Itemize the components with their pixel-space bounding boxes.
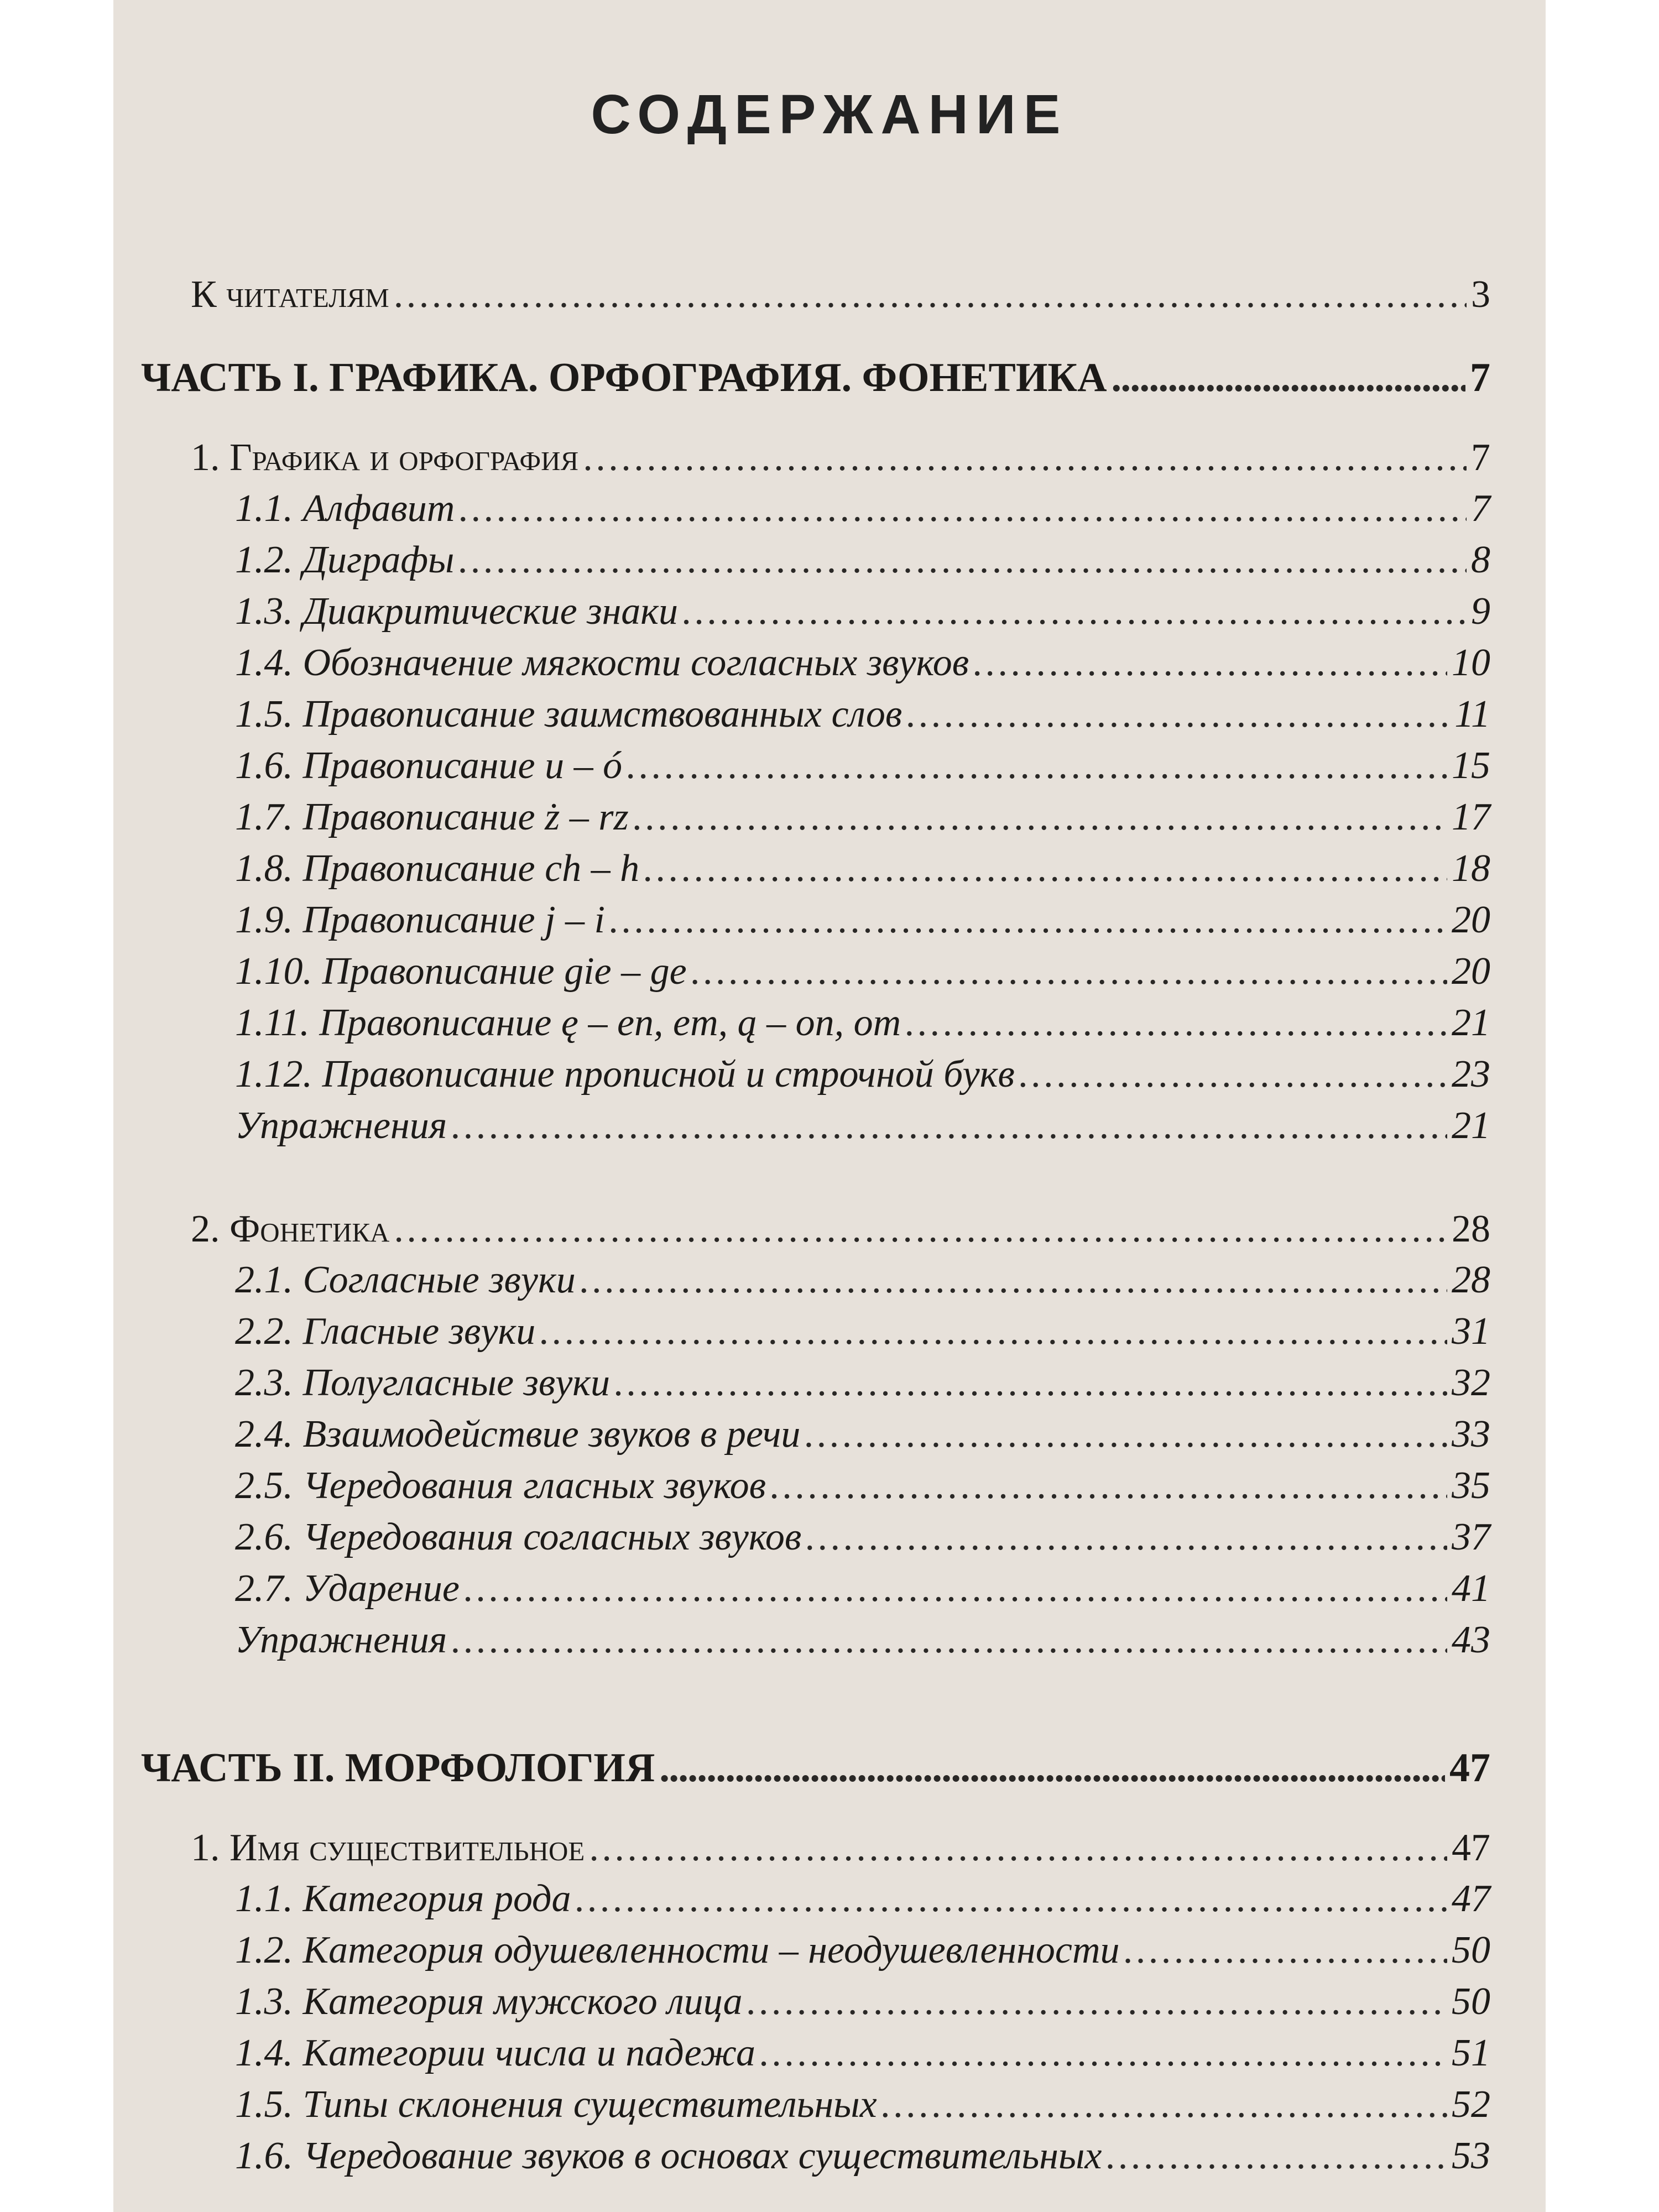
book-page <box>113 0 1546 2212</box>
dot-leader <box>459 484 1467 534</box>
toc-entry-page: 23 <box>1452 1053 1490 1095</box>
toc-entry-page: 31 <box>1452 1310 1490 1353</box>
toc-entry-page: 47 <box>1452 1827 1490 1869</box>
toc-entry-label: 2.1. Согласные звуки <box>235 1259 576 1301</box>
dot-leader <box>973 638 1447 688</box>
toc-subentry <box>235 1977 1490 2027</box>
toc-entry-label: 2.2. Гласные звуки <box>235 1310 536 1353</box>
toc-subentry <box>235 947 1490 997</box>
toc-entry-label: 1.4. Категории числа и падежа <box>235 2032 756 2074</box>
toc-subentry <box>235 1255 1490 1305</box>
toc-entry-page: 20 <box>1452 899 1490 941</box>
toc-entry-page: 50 <box>1452 1980 1490 2023</box>
toc-entry-label: 2.6. Чередования согласных звуков <box>235 1516 802 1558</box>
page-title: СОДЕРЖАНИЕ <box>591 84 1068 145</box>
dot-leader <box>682 587 1467 637</box>
dot-leader <box>575 1874 1447 1924</box>
toc-subentry <box>235 587 1490 637</box>
dot-leader <box>627 741 1447 791</box>
toc-entry-page: 28 <box>1452 1208 1490 1250</box>
dot-leader <box>805 1410 1447 1459</box>
toc-entry-page: 43 <box>1452 1619 1490 1661</box>
dot-leader <box>1019 1050 1447 1099</box>
dot-leader <box>451 1101 1447 1151</box>
dot-leader <box>458 535 1467 585</box>
dot-leader <box>1124 1926 1447 1975</box>
toc-subentry <box>235 690 1490 739</box>
toc-entry-page: 7 <box>1470 355 1490 400</box>
toc-entry-label: 2.7. Ударение <box>235 1567 460 1610</box>
toc-subentry <box>235 1512 1490 1562</box>
toc-entry-page: 41 <box>1452 1567 1490 1610</box>
toc-subentry <box>235 1874 1490 1924</box>
dot-leader <box>540 1307 1447 1357</box>
dot-leader <box>609 895 1447 945</box>
toc-entry-page: 8 <box>1471 539 1490 581</box>
dot-leader <box>451 1615 1447 1665</box>
toc-entry-label: 1.7. Правописание ż – rz <box>235 796 629 838</box>
toc-entry-page: 53 <box>1452 2135 1490 2177</box>
dot-leader <box>583 433 1467 483</box>
toc-entry-label: ЧАСТЬ I. ГРАФИКА. ОРФОГРАФИЯ. ФОНЕТИКА <box>141 355 1107 400</box>
toc-entry-page: 21 <box>1452 1104 1490 1147</box>
toc-entry-page: 37 <box>1452 1516 1490 1558</box>
dot-leader <box>906 690 1450 739</box>
toc-entry-page: 33 <box>1452 1413 1490 1455</box>
toc-entry-page: 17 <box>1452 796 1490 838</box>
toc-entry-label: 1.5. Типы склонения существительных <box>235 2083 877 2126</box>
toc-subentry <box>235 2131 1490 2181</box>
dot-leader <box>464 1564 1447 1614</box>
toc-entry-page: 47 <box>1449 1745 1490 1791</box>
toc-entry-page: 10 <box>1452 641 1490 684</box>
toc-subentry <box>235 1050 1490 1099</box>
toc-subentry <box>235 895 1490 945</box>
toc-entry-label: 1.2. Категория одушевленности – неодушевленности <box>235 1929 1120 1971</box>
toc-part-2 <box>141 1743 1490 1793</box>
toc-subentry <box>235 2028 1490 2078</box>
toc-entry-page: 50 <box>1452 1929 1490 1971</box>
toc-entry-page: 11 <box>1454 693 1490 735</box>
toc-entry-label: 1.6. Чередование звуков в основах существительных <box>235 2135 1102 2177</box>
toc-exercises <box>235 1615 1490 1665</box>
toc-entry-label: 1. Графика и орфография <box>191 436 579 479</box>
toc-entry-label: 1.3. Категория мужского лица <box>235 1980 743 2023</box>
dot-leader <box>691 947 1447 997</box>
toc-subentry <box>235 638 1490 688</box>
toc-subentry <box>235 792 1490 842</box>
dot-leader <box>589 1823 1447 1873</box>
toc-subentry <box>235 2080 1490 2130</box>
toc-subentry <box>235 844 1490 894</box>
dot-leader <box>760 2028 1447 2078</box>
toc-entry-label: 2.4. Взаимодействие звуков в речи <box>235 1413 801 1455</box>
toc-subentry <box>235 1926 1490 1975</box>
toc-entry-page: 21 <box>1452 1001 1490 1044</box>
toc-entry-page: 3 <box>1471 273 1490 316</box>
toc-entry-label: К читателям <box>191 273 389 316</box>
toc-entry-page: 35 <box>1452 1464 1490 1507</box>
toc-entry-page: 18 <box>1452 847 1490 890</box>
toc-subentry <box>235 1410 1490 1459</box>
toc-subentry <box>235 535 1490 585</box>
dot-leader <box>881 2080 1447 2130</box>
toc-entry-label: Упражнения <box>235 1104 447 1147</box>
toc-chapter-graphics <box>191 433 1490 483</box>
toc-chapter-phonetics <box>191 1204 1490 1254</box>
toc-entry-page: 15 <box>1452 744 1490 787</box>
toc-subentry <box>235 998 1490 1048</box>
toc-subentry <box>235 1564 1490 1614</box>
toc-subentry <box>235 1307 1490 1357</box>
toc-entry-label: 2.5. Чередования гласных звуков <box>235 1464 766 1507</box>
dot-leader <box>614 1358 1447 1408</box>
dot-leader <box>633 792 1447 842</box>
toc-entry-page: 47 <box>1452 1877 1490 1920</box>
toc-entry-label: ЧАСТЬ II. МОРФОЛОГИЯ <box>141 1745 655 1791</box>
toc-entry-page: 28 <box>1452 1259 1490 1301</box>
dot-leader <box>644 844 1447 894</box>
toc-exercises <box>235 1101 1490 1151</box>
toc-entry-page: 52 <box>1452 2083 1490 2126</box>
toc-entry-page: 7 <box>1471 436 1490 479</box>
dot-leader <box>659 1743 1445 1793</box>
toc-entry-intro <box>191 270 1490 320</box>
toc-entry-page: 7 <box>1471 487 1490 530</box>
toc-entry-label: Упражнения <box>235 1619 447 1661</box>
dot-leader <box>806 1512 1447 1562</box>
dot-leader <box>394 270 1467 320</box>
dot-leader <box>1106 2131 1447 2181</box>
dot-leader <box>580 1255 1447 1305</box>
toc-entry-page: 32 <box>1452 1361 1490 1404</box>
toc-entry-label: 2.3. Полугласные звуки <box>235 1361 611 1404</box>
toc-entry-label: 1.5. Правописание заимствованных слов <box>235 693 902 735</box>
dot-leader <box>905 998 1447 1048</box>
toc-entry-label: 1.11. Правописание ę – en, em, ą – on, om <box>235 1001 901 1044</box>
toc-entry-page: 51 <box>1452 2032 1490 2074</box>
toc-subentry <box>235 741 1490 791</box>
toc-entry-label: 1.12. Правописание прописной и строчной букв <box>235 1053 1015 1095</box>
dot-leader <box>1112 353 1465 403</box>
toc-subentry <box>235 1358 1490 1408</box>
toc-entry-label: 2. Фонетика <box>191 1208 390 1250</box>
toc-entry-page: 9 <box>1471 590 1490 633</box>
toc-entry-label: 1.6. Правописание u – ó <box>235 744 623 787</box>
toc-subentry <box>235 1461 1490 1511</box>
toc-chapter-noun <box>191 1823 1490 1873</box>
dot-leader <box>394 1204 1447 1254</box>
toc-entry-label: 1.9. Правописание j – i <box>235 899 605 941</box>
dot-leader <box>770 1461 1447 1511</box>
toc-entry-label: 1.3. Диакритические знаки <box>235 590 679 633</box>
toc-entry-label: 1.1. Категория рода <box>235 1877 571 1920</box>
toc-entry-page: 20 <box>1452 950 1490 993</box>
toc-entry-label: 1.1. Алфавит <box>235 487 455 530</box>
dot-leader <box>747 1977 1447 2027</box>
toc-entry-label: 1.10. Правописание gie – ge <box>235 950 687 993</box>
toc-entry-label: 1.4. Обозначение мягкости согласных звуков <box>235 641 969 684</box>
toc-entry-label: 1.8. Правописание ch – h <box>235 847 640 890</box>
toc-entry-label: 1. Имя существительное <box>191 1827 585 1869</box>
toc-part-1 <box>141 353 1490 403</box>
toc-entry-label: 1.2. Диграфы <box>235 539 455 581</box>
toc-subentry <box>235 484 1490 534</box>
